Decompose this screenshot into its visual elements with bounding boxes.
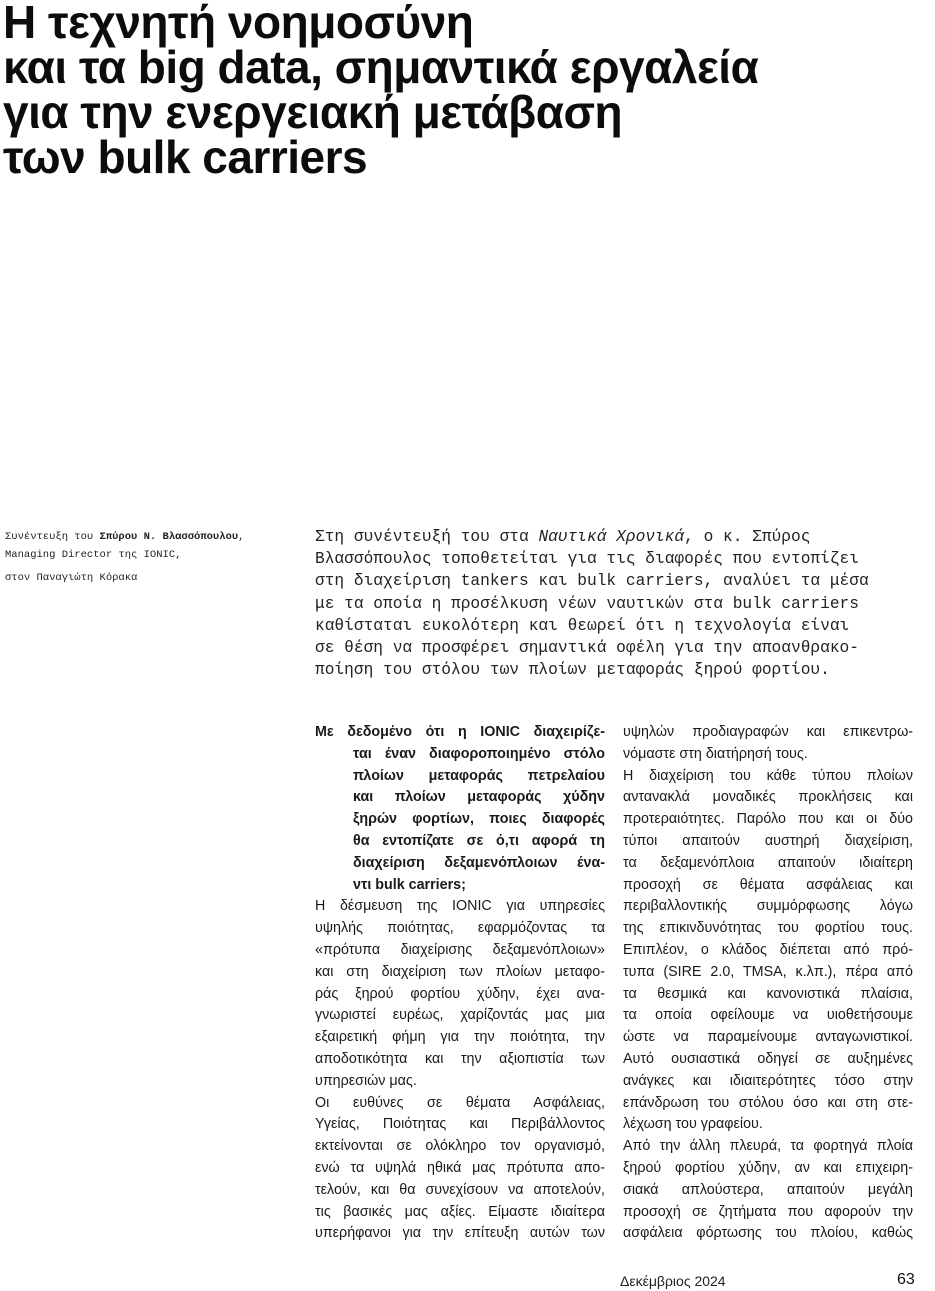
lead-suffix: , ο κ. Σπύρος [684, 528, 811, 546]
paragraph-line: εξαιρετική φήμη για την ποιότητα, την [315, 1029, 605, 1046]
question-line: ξηρών φορτίων, ποιες διαφορές [353, 811, 605, 828]
lead-prefix: Στη συνέντευξή του στα [315, 528, 539, 546]
title-line: και τα big data, σημαντικά εργαλεία [3, 41, 759, 93]
answer-paragraph [623, 1136, 913, 1245]
page-title [3, 0, 928, 183]
paragraph-line: ανάγκες και ιδιαιτερότητες τόσο στην [623, 1072, 913, 1089]
paragraph-line: Οι ευθύνες σε θέματα Ασφάλειας, [315, 1094, 605, 1111]
paragraph-line: τα δεξαμενόπλοια απαιτούν ιδιαίτερη [623, 854, 913, 871]
interview-credit [5, 528, 275, 587]
credit-prefix: Συνέντευξη του [5, 531, 100, 543]
paragraph-line: αντανακλά μοναδικές προκλήσεις και [623, 789, 913, 806]
article-column-2 [623, 722, 913, 1245]
paragraph-line: Η διαχείριση του κάθε τύπου πλοίων [623, 767, 913, 784]
paragraph-line: Η δέσμευση της IONIC για υπηρεσίες [315, 898, 605, 915]
paragraph-line: προσοχή σε ζητήματα που αφορούν την [623, 1203, 913, 1220]
article-column-1 [315, 722, 605, 1245]
question-line: Με δεδομένο ότι η IONIC διαχειρίζε- [315, 724, 605, 740]
lead-line: Βλασσόπουλος τοποθετείται για τις διαφορές που εντοπίζει [315, 550, 859, 569]
title-line: Η τεχνητή νοημοσύνη [3, 0, 474, 48]
answer-paragraph [315, 896, 605, 1092]
paragraph-line: λέχωση του γραφείου. [623, 1116, 763, 1133]
lead-line: ποίηση του στόλου των πλοίων μεταφοράς ξηρού φορτίου. [315, 661, 830, 680]
answer-paragraph [623, 766, 913, 1137]
paragraph-line: ώστε να παραμείνουμε ανταγωνιστικοί. [623, 1029, 913, 1046]
paragraph-line: υψηλών προδιαγραφών και επικεντρω- [623, 724, 913, 740]
paragraph-line: υπερήφανοι για την επίτευξη αυτών των [315, 1225, 605, 1242]
lead-paragraph [315, 526, 935, 681]
lead-line: στη διαχείριση tankers και bulk carriers, αναλύει τα μέσα [315, 572, 869, 591]
paragraph-line: γνωριστεί ευρέως, χαρίζοντάς μας μια [315, 1007, 605, 1024]
paragraph-line: ενώ τα υψηλά ηθικά μας πρότυπα απο- [315, 1159, 605, 1176]
question-line: ται έναν διαφοροποιημένο στόλο [353, 745, 605, 762]
interviewee-name: Σπύρου Ν. Βλασσόπουλου [99, 531, 239, 543]
paragraph-line: Υγείας, Ποιότητας και Περιβάλλοντος [315, 1116, 605, 1133]
credit-line-interviewee [5, 528, 275, 546]
paragraph-line: προσοχή σε θέματα ασφάλειας και [623, 876, 913, 893]
paragraph-line: τα οποία οφείλουμε να υιοθετήσουμε [623, 1007, 913, 1024]
publication-name: Ναυτικά Χρονικά [538, 528, 685, 546]
paragraph-line: ράς ξηρού φορτίου χύδην, έχει ανα- [315, 985, 605, 1002]
issue-date: Δεκέμβριος 2024 [620, 1273, 726, 1289]
question-line: διαχείριση δεξαμενόπλοιων ένα- [353, 854, 605, 871]
paragraph-line: και στη διαχείριση των πλοίων μεταφο- [315, 963, 605, 980]
question-line: και πλοίων μεταφοράς χύδην [353, 789, 605, 806]
answer-paragraph [315, 1093, 605, 1246]
answer-paragraph [623, 722, 913, 766]
paragraph-line: Αυτό ουσιαστικά οδηγεί σε αυξημένες [623, 1050, 913, 1067]
question-line: πλοίων μεταφοράς πετρελαίου [353, 767, 605, 784]
paragraph-line: τις βασικές μας αξίες. Είμαστε ιδιαίτερα [315, 1203, 605, 1220]
paragraph-line: τα θεσμικά και κανονιστικά πλαίσια, [623, 985, 913, 1002]
title-line: των bulk carriers [3, 131, 368, 183]
question-line: ντι bulk carriers; [353, 876, 466, 893]
paragraph-line: νόμαστε στη διατήρησή τους. [623, 745, 808, 762]
paragraph-line: σιακά απλούστερα, απαιτούν μεγάλη [623, 1181, 913, 1198]
paragraph-line: αποδοτικότητα και την αξιοπιστία των [315, 1050, 605, 1067]
paragraph-line: υπηρεσιών μας. [315, 1072, 417, 1089]
paragraph-line: προτεραιότητες. Παρόλο που και οι δύο [623, 811, 913, 828]
paragraph-line: τύποι απαιτούν αυστηρή διαχείριση, [623, 832, 913, 849]
question-line: θα εντοπίζατε σε ό,τι αφορά τη [353, 832, 605, 849]
paragraph-line: υψηλής ποιότητας, εφαρμόζοντας τα [315, 920, 605, 937]
lead-line [315, 526, 935, 548]
paragraph-line: περιβαλλοντικής συμμόρφωσης λόγω [623, 898, 913, 915]
credit-suffix: , [238, 531, 245, 543]
paragraph-line: «πρότυπα διαχείρισης δεξαμενόπλοιων» [315, 941, 605, 958]
lead-line: σε θέση να προσφέρει σημαντικά οφέλη για την απoανθρακο- [315, 639, 859, 658]
interview-question [315, 722, 605, 896]
paragraph-line: τελούν, και θα συνεχίσουν να αποτελούν, [315, 1181, 605, 1198]
lead-line: με τα οποία η προσέλκυση νέων ναυτικών στα bulk carriers [315, 594, 859, 613]
interviewer-credit: στον Παναγιώτη Κόρακα [5, 572, 138, 584]
interviewee-role: Managing Director της IONIC, [5, 549, 182, 561]
title-line: για την ενεργειακή μετάβαση [3, 86, 623, 138]
page-number: 63 [897, 1271, 915, 1288]
paragraph-line: Από την άλλη πλευρά, τα φορτηγά πλοία [623, 1138, 913, 1155]
paragraph-line: Επιπλέον, ο κλάδος διέπεται από πρό- [623, 941, 913, 958]
lead-line: καθίσταται ευκολότερη και θεωρεί ότι η τεχνολογία είναι [315, 616, 850, 635]
paragraph-line: ξηρού φορτίου χύδην, αν και επιχειρη- [623, 1159, 913, 1176]
paragraph-line: επάνδρωση του στόλου όσο και στη στε- [623, 1094, 913, 1111]
paragraph-line: τυπα (SIRE 2.0, TMSA, κ.λπ.), πέρα από [623, 963, 913, 980]
paragraph-line: της επικινδυνότητας του φορτίου τους. [623, 920, 913, 937]
paragraph-line: ασφάλεια φόρτωσης του πλοίου, καθώς [623, 1225, 913, 1242]
paragraph-line: εκτείνονται σε ολόκληρο τον οργανισμό, [315, 1138, 605, 1155]
